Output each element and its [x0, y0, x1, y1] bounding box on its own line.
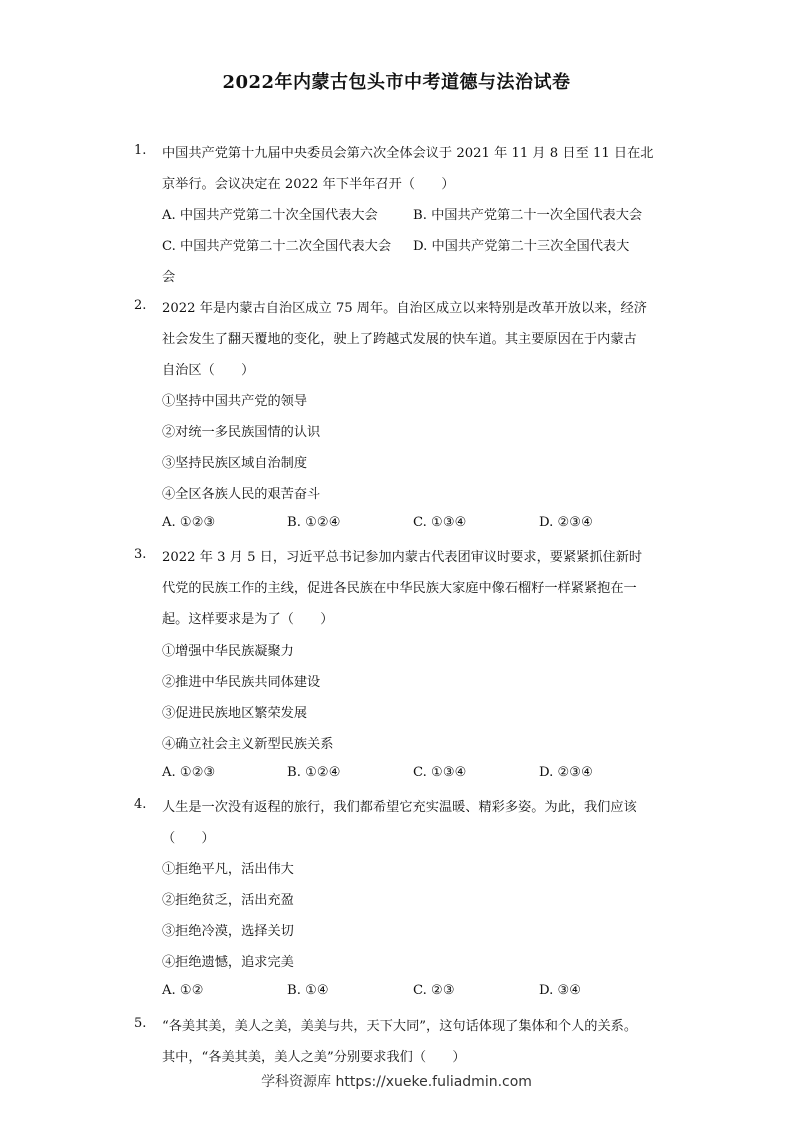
option-c: C. ①③④ [413, 765, 467, 780]
option-d: D. ②③④ [539, 765, 593, 780]
option-b: B. ①②④ [287, 765, 341, 780]
question-text-line: （ ） [162, 831, 215, 846]
option-c: C. ①③④ [413, 515, 467, 530]
question-text-line: 京举行。会议决定在 2022 年下半年召开（ ） [162, 177, 455, 192]
statement-4: ④全区各族人民的艰苦奋斗 [162, 487, 321, 502]
statement-3: ③坚持民族区域自治制度 [162, 456, 308, 471]
question-text-line: 社会发生了翻天覆地的变化，驶上了跨越式发展的快车道。其主要原因在于内蒙古 [162, 332, 637, 347]
question-number: 1. [134, 143, 147, 158]
statement-4: ④拒绝遗憾，追求完美 [162, 955, 294, 970]
question-text-line: 中国共产党第十九届中央委员会第六次全体会议于 2021 年 11 月 8 日至 11 日在北 [162, 146, 654, 161]
question-number: 4. [134, 797, 147, 812]
question-text-line: 2022 年是内蒙古自治区成立 75 周年。自治区成立以来特别是改革开放以来，经济 [162, 301, 647, 316]
option-b: B. ①②④ [287, 515, 341, 530]
question-text-line: “各美其美，美人之美，美美与共，天下大同”，这句话体现了集体和个人的关系。 [162, 1019, 638, 1034]
footer-watermark: 学科资源库 https://xueke.fuliadmin.com [261, 1074, 532, 1090]
question-text-line: 其中，“各美其美，美人之美”分别要求我们（ ） [162, 1050, 466, 1065]
option-b: B. ①④ [287, 983, 329, 998]
option-d: D. ③④ [539, 983, 582, 998]
question-text-line: 人生是一次没有返程的旅行，我们都希望它充实温暖、精彩多姿。为此，我们应该 [162, 800, 637, 815]
question-text-line: 代党的民族工作的主线，促进各民族在中华民族大家庭中像石榴籽一样紧紧抱在一 [162, 581, 637, 596]
question-number: 2. [134, 298, 147, 313]
option-a: A. ①②③ [162, 515, 216, 530]
document-title: 2022年内蒙古包头市中考道德与法治试卷 [222, 72, 571, 93]
option-d-continued: 会 [162, 270, 176, 285]
option-a: A. ①②③ [162, 765, 216, 780]
option-a: A. ①② [162, 983, 204, 998]
statement-2: ②推进中华民族共同体建设 [162, 675, 321, 690]
option-c: C. 中国共产党第二十二次全国代表大会 [162, 239, 392, 254]
option-c: C. ②③ [413, 983, 455, 998]
option-d: D. 中国共产党第二十三次全国代表大 [413, 239, 630, 254]
question-text-line: 2022 年 3 月 5 日，习近平总书记参加内蒙古代表团审议时要求，要紧紧抓住新时 [162, 550, 643, 565]
option-d: D. ②③④ [539, 515, 593, 530]
question-text-line: 自治区（ ） [162, 363, 255, 378]
question-text-line: 起。这样要求是为了（ ） [162, 612, 334, 627]
option-b: B. 中国共产党第二十一次全国代表大会 [413, 208, 643, 223]
statement-2: ②拒绝贫乏，活出充盈 [162, 893, 294, 908]
question-number: 3. [134, 547, 147, 562]
question-number: 5. [134, 1016, 147, 1031]
statement-2: ②对统一多民族国情的认识 [162, 425, 321, 440]
statement-1: ①增强中华民族凝聚力 [162, 644, 294, 659]
statement-4: ④确立社会主义新型民族关系 [162, 737, 334, 752]
statement-1: ①拒绝平凡，活出伟大 [162, 862, 294, 877]
statement-3: ③促进民族地区繁荣发展 [162, 706, 308, 721]
statement-1: ①坚持中国共产党的领导 [162, 394, 308, 409]
statement-3: ③拒绝冷漠，选择关切 [162, 924, 294, 939]
option-a: A. 中国共产党第二十次全国代表大会 [162, 208, 378, 223]
